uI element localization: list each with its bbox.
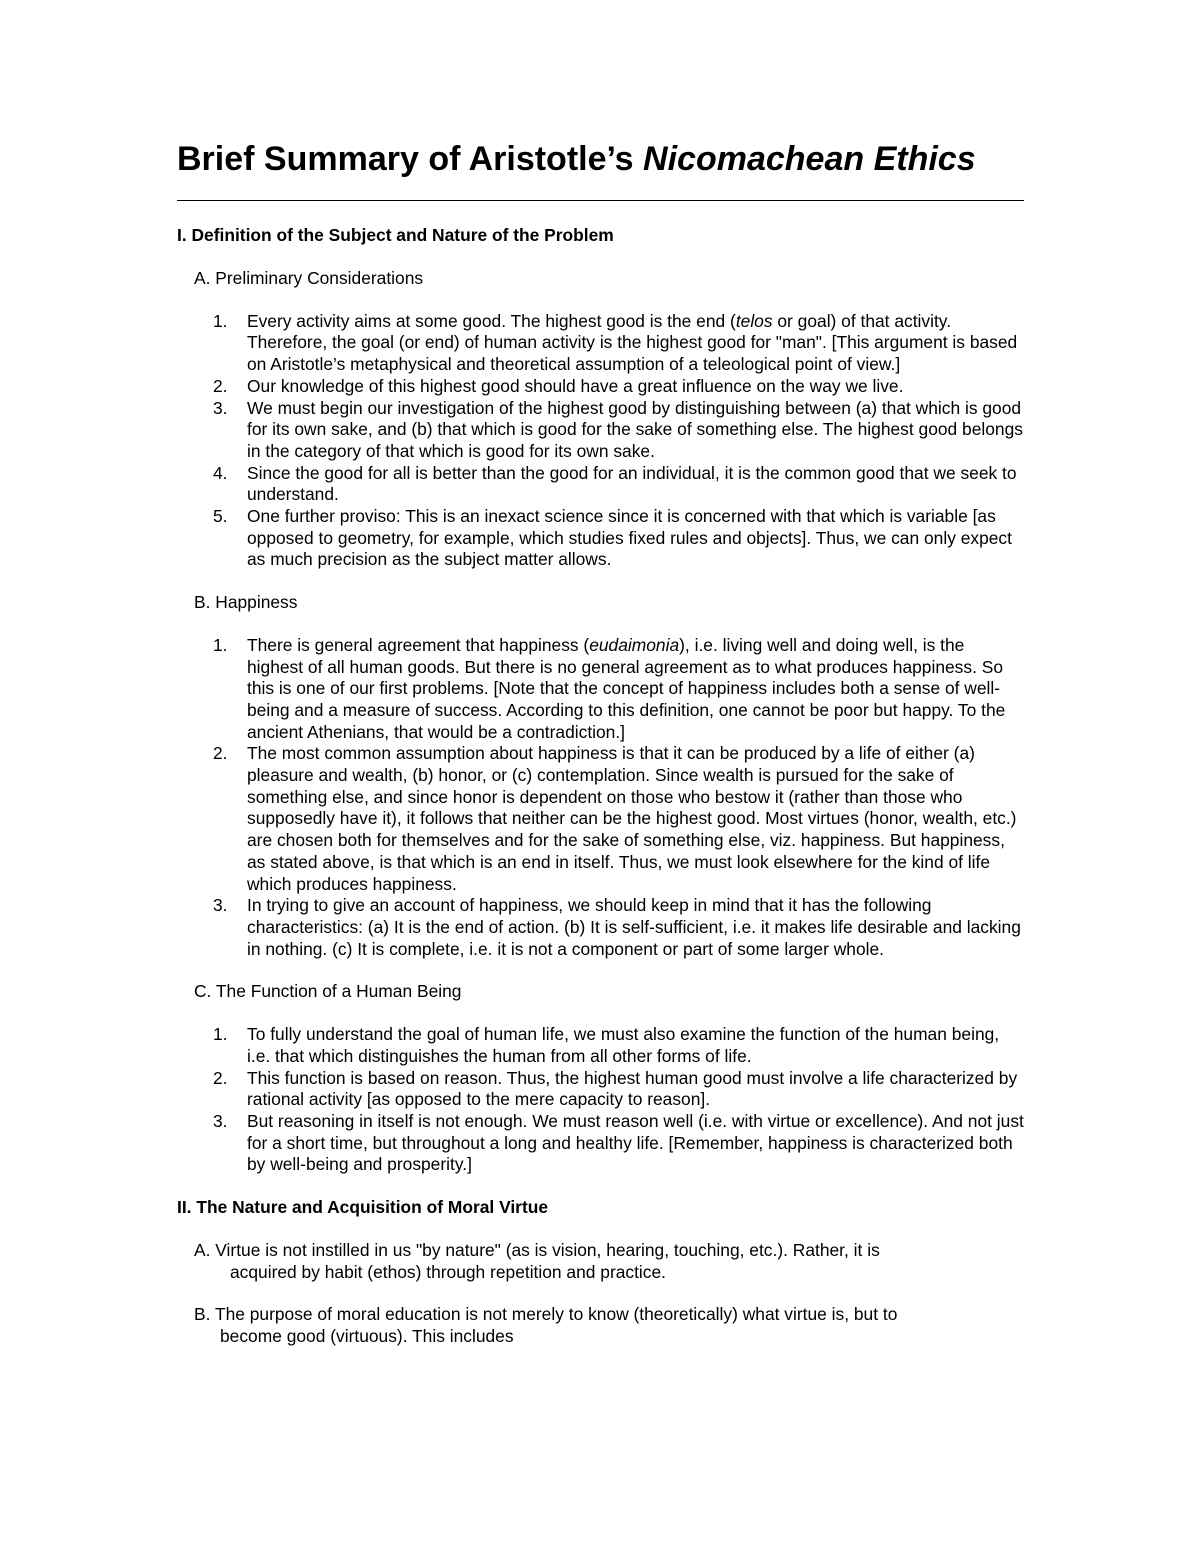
subsection-heading-a: A. Preliminary Considerations — [194, 268, 424, 288]
list-item: 3. But reasoning in itself is not enough. We must reason well (i.e. with virtue or excellence). And not just for a short time, but throughout a long and healthy life. [Remember, happiness is characterized both by well-being and prosperity.] — [213, 1110, 1024, 1175]
list-item: 1. To fully understand the goal of human life, we must also examine the function of the human being, i.e. that which distinguishes the human from all other forms of life. — [213, 1024, 1000, 1066]
list-item: 2. This function is based on reason. Thus, the highest human good must involve a life characterized by rational activity [as opposed to the mere capacity to reason]. — [213, 1067, 1018, 1110]
list-item: 5. One further proviso: This is an inexact science since it is concerned with that which is variable [as opposed to geometry, for example, which studies fixed rules and objects]. Thus, we can only expect as much precision as the subject matter allows. — [213, 506, 1012, 570]
term-eudaimonia: eudaimonia — [589, 634, 680, 655]
function-list — [177, 1024, 1024, 1176]
subsection-heading-c: C. The Function of a Human Being — [194, 981, 462, 1002]
list-item: 3. In trying to give an account of happiness, we should keep in mind that it has the following characteristics: (a) It is the end of action. (b) It is self-sufficient, i.e. it makes life desirable and lacking in nothing. (c) It is complete, i.e. it is not a component or part of some larger whole. — [213, 895, 1021, 959]
document-body — [177, 225, 1024, 1348]
subsection-heading-b: B. Happiness — [194, 592, 298, 613]
list-item: 3. We must begin our investigation of the highest good by distinguishing between (a) that which is good for its own sake, and (b) that which is good for the sake of something else. The highest good belongs in the category of that which is good for its own sake. — [213, 397, 1023, 461]
title-italic: Nicomachean Ethics — [643, 140, 976, 178]
term-telos: telos — [735, 310, 773, 331]
happiness-list — [177, 635, 1024, 961]
list-item: 1. There is general agreement that happiness (eudaimonia), i.e. living well and doing well, is the highest of all human goods. But there is no general agreement as to what produces happiness. So this is one of our first problems. [Note that the concept of happiness includes both a sense of well-being and a measure of success. According to this definition, one cannot be poor but happy. To the ancient Athenians, that would be a contradiction.] — [213, 634, 1006, 742]
list-item: 2. The most common assumption about happiness is that it can be produced by a life of either (a) pleasure and wealth, (b) honor, or (c) contemplation. Since wealth is pursued for the sake of something else, and since honor is dependent on those who bestow it (rather than those who supposedly have it), it follows that neither can be the highest good. Most virtues (honor, wealth, etc.) are chosen both for themselves and for the sake of something else, viz. happiness. But happiness, as stated above, is that which is an end in itself. Thus, we must look elsewhere for the kind of life which produces happiness. — [213, 743, 1017, 894]
paragraph-virtue-habit: A. Virtue is not instilled in us "by nature" (as is vision, hearing, touching, etc.). Rather, it is acquired by habit (ethos) through repetition and practice. — [194, 1240, 880, 1282]
section-heading-1: I. Definition of the Subject and Nature of the Problem — [177, 225, 614, 245]
title-divider — [177, 200, 1024, 201]
section-heading-2: II. The Nature and Acquisition of Moral Virtue — [177, 1197, 549, 1218]
paragraph-moral-education: B. The purpose of moral education is not merely to know (theoretically) what virtue is, but to become good (virtuous). This includes — [194, 1304, 898, 1347]
list-item: 1. Every activity aims at some good. The highest good is the end (telos or goal) of that activity. Therefore, the goal (or end) of human activity is the highest good for "man". [This argument is based on Aristotle’s metaphysical and theoretical assumption of a teleological point of view.] — [213, 310, 1018, 375]
list-item: 2. Our knowledge of this highest good should have a great influence on the way we live. — [213, 375, 904, 396]
list-item: 4. Since the good for all is better than the good for an individual, it is the common good that we seek to understand. — [213, 462, 1017, 505]
title-prefix: Brief Summary of Aristotle’s — [177, 140, 644, 178]
preliminary-list — [177, 311, 1024, 571]
page-title — [177, 140, 976, 179]
